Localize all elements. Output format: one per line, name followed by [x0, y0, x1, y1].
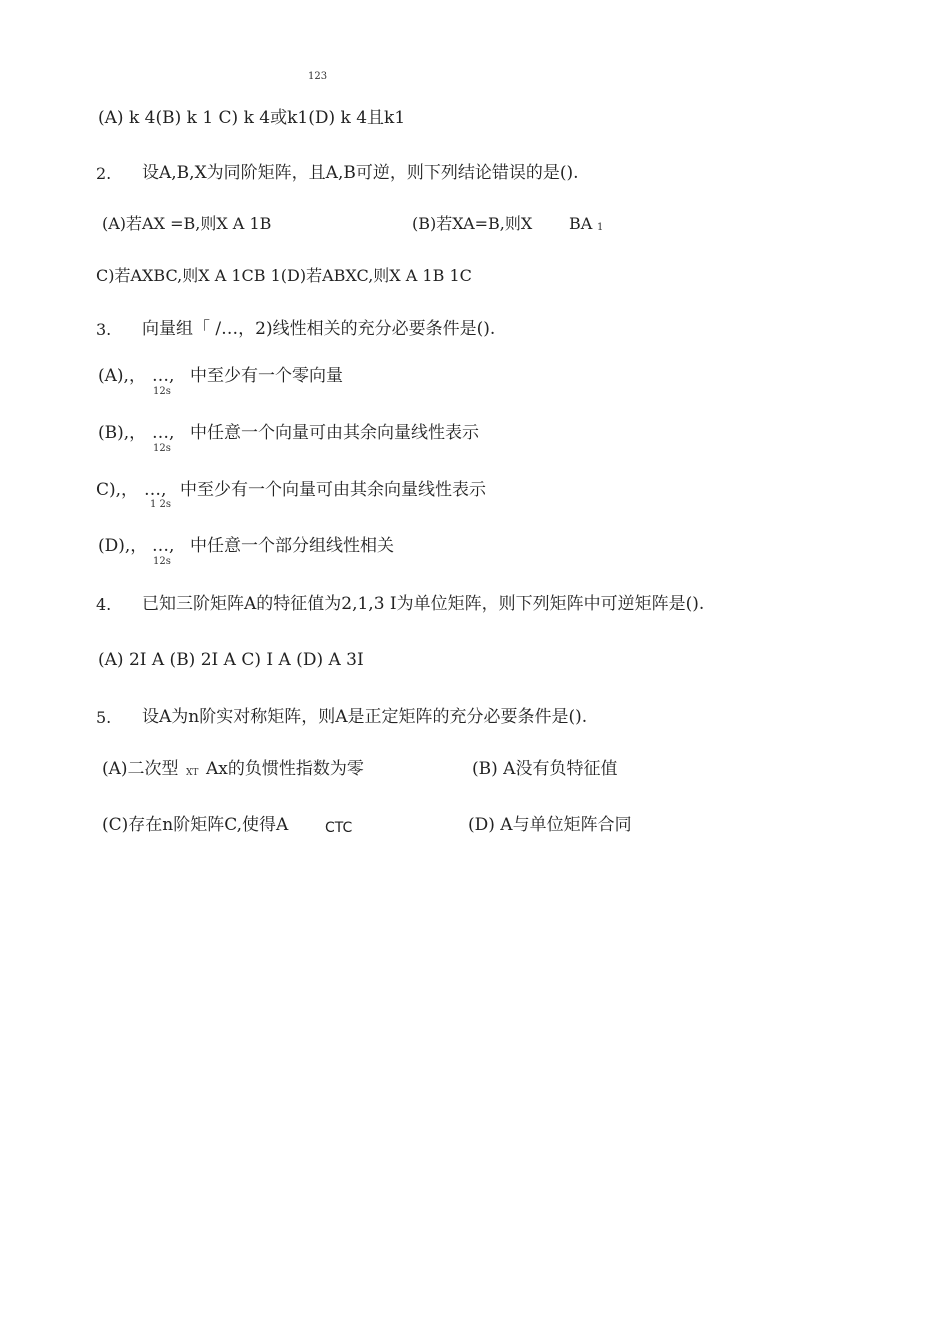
q3-option-b-dots: …,: [152, 423, 175, 443]
q5-option-d: (D) A与单位矩阵合同: [468, 815, 632, 835]
q1-options: (A) k 4(B) k 1 C) k 4或k1(D) k 4且k1: [98, 108, 406, 128]
q2-option-a: (A)若AX =B,则X A 1B: [102, 214, 272, 233]
q3-option-c-sub: 1 2s: [150, 499, 172, 510]
q3-option-c-dots: …,: [144, 480, 167, 500]
q3-option-c-text: 中至少有一个向量可由其余向量线性表示: [180, 480, 486, 500]
q3-option-b-sub: 12s: [153, 443, 171, 454]
q5-stem: 设A为n阶实对称矩阵，则A是正定矩阵的充分必要条件是().: [142, 707, 588, 727]
q3-option-c-label: C),，: [96, 480, 139, 500]
q3-option-a-label: (A),，: [98, 366, 146, 386]
q2-option-b-tail: BA: [569, 214, 593, 233]
q3-option-d-text: 中任意一个部分组线性相关: [190, 536, 394, 556]
q3-option-d-label: (D),，: [98, 536, 148, 556]
q3-option-a-text: 中至少有一个零向量: [190, 366, 343, 386]
q5-option-a-sub: XT: [186, 768, 199, 778]
q5-number: 5.: [96, 708, 112, 727]
q3-option-a-dots: …,: [152, 366, 175, 386]
q3-stem: 向量组「 /…，2)线性相关的充分必要条件是().: [142, 319, 496, 339]
q3-number: 3.: [96, 320, 112, 339]
q4-number: 4.: [96, 595, 112, 614]
q4-stem: 已知三阶矩阵A的特征值为2,1,3 I为单位矩阵，则下列矩阵中可逆矩阵是().: [142, 594, 705, 614]
q5-option-a-pre: (A)二次型: [102, 759, 179, 779]
q3-option-b-label: (B),，: [98, 423, 147, 443]
q3-option-d-sub: 12s: [153, 556, 171, 567]
q5-option-c-tail: CTC: [325, 820, 353, 836]
q2-stem: 设A,B,X为同阶矩阵，且A,B可逆，则下列结论错误的是().: [142, 163, 579, 183]
q3-option-b-text: 中任意一个向量可由其余向量线性表示: [190, 423, 479, 443]
q4-options: (A) 2I A (B) 2I A C) I A (D) A 3I: [98, 650, 364, 670]
q3-option-d-dots: …,: [152, 536, 175, 556]
q5-option-c: (C)存在n阶矩阵C,使得A: [102, 815, 289, 835]
q2-option-b: (B)若XA=B,则X: [412, 214, 533, 233]
q3-option-a-sub: 12s: [153, 386, 171, 397]
q2-number: 2.: [96, 164, 112, 183]
q2-option-b-sub: 1: [597, 222, 604, 233]
q2-option-cd: C)若AXBC,则X A 1CB 1(D)若ABXC,则X A 1B 1C: [96, 266, 472, 285]
q5-option-a-post: Ax的负惯性指数为零: [206, 759, 364, 779]
q5-option-b: (B) A没有负特征值: [472, 759, 618, 779]
page-number: 123: [308, 71, 328, 82]
